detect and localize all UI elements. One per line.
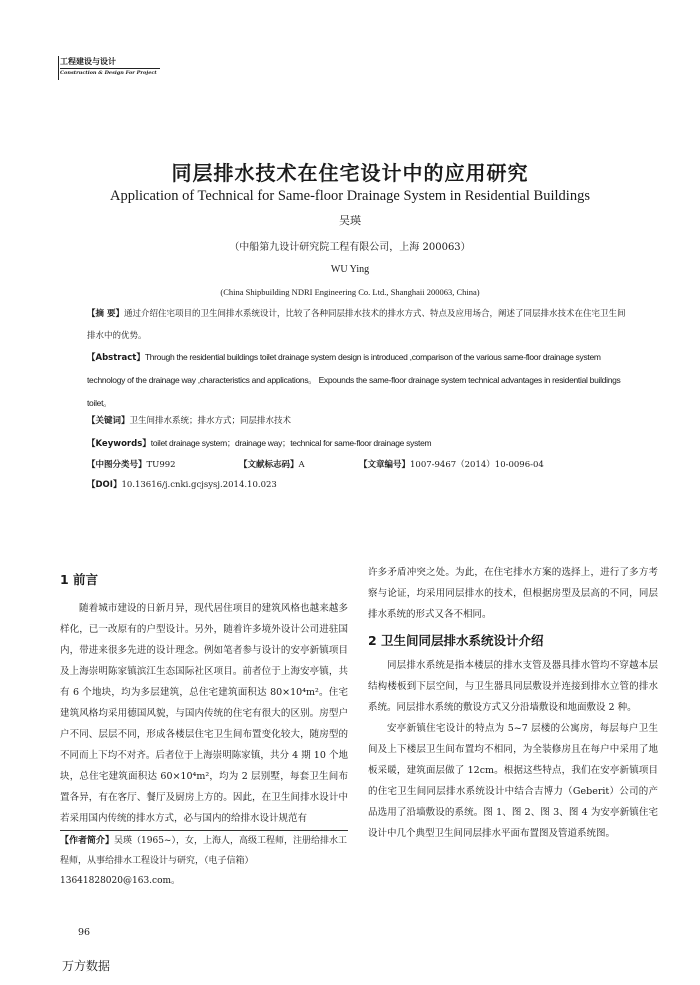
doi-label: 【DOI】 bbox=[87, 480, 122, 490]
keywords-en bbox=[87, 432, 627, 455]
clc-value: TU992 bbox=[146, 460, 176, 470]
affiliation-en: (China Shipbuilding NDRI Engineering Co. Ltd., Shanghaii 200063, China) bbox=[220, 287, 480, 297]
section1-continuation: 许多矛盾冲突之处。为此，在住宅排水方案的选择上，进行了多方考察与论证，均采用同层排水的技术，但根据房型及层高的不同，同层排水系统的形式又各不相同。 bbox=[368, 567, 658, 620]
keywords-en-label: 【Keywords】 bbox=[87, 439, 151, 449]
doi-value: 10.13616/j.cnki.gcjsysj.2014.10.023 bbox=[121, 480, 277, 490]
section2-paragraph-1: 同层排水系统是指本楼层的排水支管及器具排水管均不穿越本层结构楼板到下层空间，与卫生器具同层敷设并连接到排水立管的排水系统。同层排水系统的敷设方式又分沿墙敷设和地面敷设 2 种。 bbox=[368, 660, 658, 713]
page-number: 96 bbox=[78, 927, 91, 938]
author-name-en: WU Ying bbox=[330, 264, 370, 275]
author-name-cn: 吴瑛 bbox=[339, 214, 361, 227]
author-note-text: 吴瑛（1965~），女，上海人，高级工程师，注册给排水工程师，从事给排水工程设计与研究，（电子信箱）13641828020@163.com。 bbox=[60, 836, 347, 886]
abstract-cn-text: 通过介绍住宅项目的卫生间排水系统设计，比较了各种同层排水技术的排水方式、特点及应用场合，阐述了同层排水技术在住宅卫生间排水中的优势。 bbox=[87, 309, 626, 341]
section1-paragraph: 随着城市建设的日新月异，现代居住项目的建筑风格也越来越多样化，已一改原有的户型设计。另外，随着许多境外设计公司进驻国内，带进来很多先进的设计理念。例如笔者参与设计的安亭新镇项目及上海崇明陈家镇滨江生态国际社区项目。前者位于上海安亭镇，共有 6 个地块，均为多层建筑，总住宅建筑面积达 80×10⁴m²。住宅建筑风格均采用德国风貌，与国内传统的住宅有很大的区别。房型户户不同、层层不同，形成各楼层住宅卫生间布置变化较大，随房型的不同而上下均不对齐。后者位于上海崇明陈家镇，共分 4 期 10 个地块，总住宅建筑面积达 60×10⁴m²，均为 2 层别墅，每套卫生间布置各异，有在客厅、餐厅及厨房上方的。因此，在卫生间排水设计中若采用国内传统的排水方式，必与国内的给排水设计规范有 bbox=[60, 603, 348, 824]
article-number-value: 1007-9467（2014）10-0096-04 bbox=[410, 460, 544, 470]
journal-name-cn: 工程建设与设计 bbox=[60, 56, 116, 66]
section1-heading: 1 前言 bbox=[60, 572, 99, 587]
section2-heading: 2 卫生间同层排水系统设计介绍 bbox=[368, 633, 544, 648]
author-note-label: 【作者简介】 bbox=[60, 836, 115, 846]
abstract-cn bbox=[87, 303, 627, 347]
author-note bbox=[60, 830, 348, 891]
journal-header bbox=[60, 56, 160, 77]
watermark-text: 万方数据 bbox=[62, 959, 111, 973]
journal-name-en: Construction & Design For Project bbox=[60, 70, 157, 76]
classification-line bbox=[87, 454, 627, 476]
article-number-label: 【文章编号】 bbox=[359, 460, 411, 470]
keywords-cn-text: 卫生间排水系统；排水方式；同层排水技术 bbox=[129, 416, 292, 426]
abstract-en-label: 【Abstract】 bbox=[87, 353, 145, 363]
section2-paragraph-2: 安亭新镇住宅设计的特点为 5~7 层楼的公寓房，每层每户卫生间及上下楼层卫生间布置均不相同，为全装修房且在每户中采用了地板采暖，建筑面层做了 12cm。根据这些特点，我们在安亭新镇项目的住宅卫生间同层排水系统设计中结合吉博力（Geberit）公司的产品选用了沿墙敷设的系统。图 1、图 2、图 3、图 4 为安亭新镇住宅设计中几个典型卫生间同层排水平面布置图及管道系统图。 bbox=[368, 723, 658, 839]
article-title-cn: 同层排水技术在住宅设计中的应用研究 bbox=[171, 161, 529, 185]
abstract-en-text: Through the residential buildings toilet drainage system design is introduced ,comparison of the various same-floor drainage system technology of the drainage way ,characteristics and applications。 Expounds the same-floor drainage system technical advantages in residential buildings toilet。 bbox=[87, 352, 621, 408]
affiliation-cn: （中船第九设计研究院工程有限公司，上海 200063） bbox=[229, 242, 471, 253]
doi-line bbox=[87, 474, 627, 496]
clc-label: 【中图分类号】 bbox=[87, 460, 147, 470]
keywords-cn-label: 【关键词】 bbox=[87, 416, 130, 426]
right-column bbox=[368, 562, 658, 844]
keywords-en-text: toilet drainage system；drainage way；technical for same-floor drainage system bbox=[150, 438, 432, 448]
abstract-en bbox=[87, 346, 627, 415]
article-title-en: Application of Technical for Same-floor Drainage System in Residential Buildings bbox=[110, 188, 590, 204]
doc-code-value: A bbox=[298, 460, 305, 470]
left-column bbox=[60, 568, 348, 891]
header-rule-vertical bbox=[58, 56, 59, 80]
doc-code-label: 【文献标志码】 bbox=[239, 460, 299, 470]
keywords-cn bbox=[87, 410, 627, 432]
abstract-cn-label: 【摘 要】 bbox=[87, 309, 124, 319]
